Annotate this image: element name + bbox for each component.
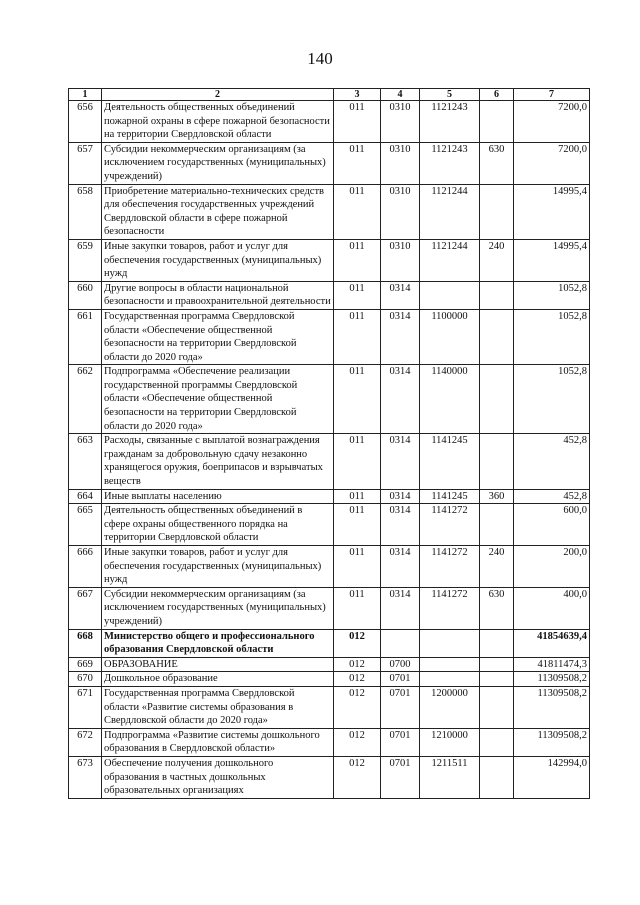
row-name: Субсидии некоммерческим организациям (за исключением государственных (муниципальных) учреждений) (102, 142, 334, 184)
table-row (69, 281, 590, 309)
row-name: Дошкольное образование (102, 672, 334, 687)
target-article-code (420, 629, 480, 657)
row-number: 661 (69, 309, 102, 364)
target-article-code: 1141272 (420, 504, 480, 546)
ministry-code: 011 (334, 184, 381, 239)
section-code: 0310 (381, 184, 420, 239)
expense-type-code: 240 (480, 546, 514, 588)
table-row (69, 728, 590, 756)
table-row (69, 546, 590, 588)
row-name: Расходы, связанные с выплатой вознаграждения гражданам за добровольную сдачу незаконно хранящегося оружия, боеприпасов и взрывчатых веществ (102, 434, 334, 489)
row-number: 673 (69, 756, 102, 798)
section-code: 0314 (381, 489, 420, 504)
column-header: 7 (514, 89, 590, 101)
expense-type-code (480, 629, 514, 657)
section-code: 0700 (381, 657, 420, 672)
expense-type-code (480, 756, 514, 798)
target-article-code: 1121244 (420, 239, 480, 281)
section-code: 0314 (381, 546, 420, 588)
row-number: 660 (69, 281, 102, 309)
section-code: 0314 (381, 281, 420, 309)
row-name: Государственная программа Свердловской области «Обеспечение общественной безопасности на территории Свердловской области до 2020 года» (102, 309, 334, 364)
target-article-code (420, 657, 480, 672)
ministry-code: 011 (334, 309, 381, 364)
budget-table (68, 88, 590, 799)
row-name: Деятельность общественных объединений в сфере охраны общественного порядка на территории Свердловской области (102, 504, 334, 546)
ministry-code: 012 (334, 672, 381, 687)
table-row (69, 239, 590, 281)
ministry-code: 011 (334, 546, 381, 588)
table-row (69, 101, 590, 143)
row-amount: 1052,8 (514, 365, 590, 434)
section-code: 0310 (381, 101, 420, 143)
expense-type-code (480, 101, 514, 143)
target-article-code: 1141272 (420, 587, 480, 629)
row-name: Государственная программа Свердловской области «Развитие системы образования в Свердловской области до 2020 года» (102, 686, 334, 728)
section-code: 0310 (381, 239, 420, 281)
expense-type-code (480, 672, 514, 687)
expense-type-code (480, 281, 514, 309)
target-article-code: 1141245 (420, 434, 480, 489)
target-article-code: 1121243 (420, 142, 480, 184)
row-amount: 400,0 (514, 587, 590, 629)
target-article-code: 1121244 (420, 184, 480, 239)
expense-type-code: 240 (480, 239, 514, 281)
target-article-code: 1141272 (420, 546, 480, 588)
row-amount: 11309508,2 (514, 728, 590, 756)
row-number: 658 (69, 184, 102, 239)
section-code: 0314 (381, 365, 420, 434)
target-article-code: 1210000 (420, 728, 480, 756)
table-row (69, 142, 590, 184)
row-number: 667 (69, 587, 102, 629)
row-amount: 7200,0 (514, 142, 590, 184)
section-code: 0701 (381, 686, 420, 728)
section-code: 0314 (381, 504, 420, 546)
target-article-code: 1100000 (420, 309, 480, 364)
row-name: Другие вопросы в области национальной безопасности и правоохранительной деятельности (102, 281, 334, 309)
row-amount: 452,8 (514, 489, 590, 504)
section-code: 0701 (381, 728, 420, 756)
table-row (69, 686, 590, 728)
expense-type-code (480, 184, 514, 239)
expense-type-code (480, 657, 514, 672)
row-number: 672 (69, 728, 102, 756)
row-name: Субсидии некоммерческим организациям (за исключением государственных (муниципальных) учреждений) (102, 587, 334, 629)
target-article-code: 1121243 (420, 101, 480, 143)
row-amount: 41811474,3 (514, 657, 590, 672)
row-amount: 11309508,2 (514, 686, 590, 728)
ministry-code: 012 (334, 728, 381, 756)
table-row (69, 587, 590, 629)
target-article-code: 1200000 (420, 686, 480, 728)
ministry-code: 011 (334, 504, 381, 546)
row-number: 666 (69, 546, 102, 588)
ministry-code: 012 (334, 756, 381, 798)
row-amount: 600,0 (514, 504, 590, 546)
ministry-code: 012 (334, 657, 381, 672)
expense-type-code (480, 365, 514, 434)
expense-type-code: 630 (480, 142, 514, 184)
expense-type-code: 630 (480, 587, 514, 629)
column-header: 6 (480, 89, 514, 101)
column-header: 2 (102, 89, 334, 101)
expense-type-code (480, 686, 514, 728)
row-number: 668 (69, 629, 102, 657)
row-number: 663 (69, 434, 102, 489)
section-code: 0701 (381, 756, 420, 798)
expense-type-code (480, 434, 514, 489)
target-article-code (420, 672, 480, 687)
ministry-code: 011 (334, 101, 381, 143)
row-number: 671 (69, 686, 102, 728)
column-header: 5 (420, 89, 480, 101)
section-code: 0314 (381, 309, 420, 364)
table-row (69, 504, 590, 546)
row-amount: 142994,0 (514, 756, 590, 798)
expense-type-code (480, 728, 514, 756)
section-code: 0314 (381, 587, 420, 629)
ministry-code: 011 (334, 239, 381, 281)
ministry-code: 011 (334, 365, 381, 434)
row-name: Министерство общего и профессионального образования Свердловской области (102, 629, 334, 657)
row-name: Обеспечение получения дошкольного образования в частных дошкольных образовательных организациях (102, 756, 334, 798)
row-name: Иные закупки товаров, работ и услуг для обеспечения государственных (муниципальных) нужд (102, 546, 334, 588)
ministry-code: 012 (334, 629, 381, 657)
section-code: 0310 (381, 142, 420, 184)
table-row (69, 672, 590, 687)
row-amount: 7200,0 (514, 101, 590, 143)
row-number: 659 (69, 239, 102, 281)
row-amount: 14995,4 (514, 184, 590, 239)
table-row (69, 489, 590, 504)
row-amount: 452,8 (514, 434, 590, 489)
table-row (69, 434, 590, 489)
row-name: Подпрограмма «Обеспечение реализации государственной программы Свердловской области «Обеспечение общественной безопасности на территории Свердловской области до 2020 года» (102, 365, 334, 434)
row-amount: 1052,8 (514, 309, 590, 364)
ministry-code: 011 (334, 142, 381, 184)
row-amount: 14995,4 (514, 239, 590, 281)
table-row (69, 365, 590, 434)
ministry-code: 011 (334, 434, 381, 489)
row-number: 657 (69, 142, 102, 184)
expense-type-code (480, 504, 514, 546)
ministry-code: 011 (334, 489, 381, 504)
column-header: 3 (334, 89, 381, 101)
row-amount: 1052,8 (514, 281, 590, 309)
target-article-code: 1141245 (420, 489, 480, 504)
ministry-code: 011 (334, 587, 381, 629)
target-article-code: 1211511 (420, 756, 480, 798)
table-row (69, 184, 590, 239)
row-number: 665 (69, 504, 102, 546)
row-number: 662 (69, 365, 102, 434)
row-name: Приобретение материально-технических средств для обеспечения государственных учреждений Свердловской области в сфере пожарной безопасности (102, 184, 334, 239)
row-name: Иные выплаты населению (102, 489, 334, 504)
column-header: 1 (69, 89, 102, 101)
table-row (69, 657, 590, 672)
row-amount: 200,0 (514, 546, 590, 588)
section-code (381, 629, 420, 657)
table-row (69, 629, 590, 657)
table-row (69, 309, 590, 364)
ministry-code: 011 (334, 281, 381, 309)
expense-type-code (480, 309, 514, 364)
ministry-code: 012 (334, 686, 381, 728)
row-number: 656 (69, 101, 102, 143)
table-row (69, 756, 590, 798)
row-name: Иные закупки товаров, работ и услуг для обеспечения государственных (муниципальных) нужд (102, 239, 334, 281)
row-number: 664 (69, 489, 102, 504)
column-header: 4 (381, 89, 420, 101)
row-number: 669 (69, 657, 102, 672)
header-row (69, 89, 590, 101)
section-code: 0314 (381, 434, 420, 489)
row-number: 670 (69, 672, 102, 687)
row-name: Подпрограмма «Развитие системы дошкольного образования в Свердловской области» (102, 728, 334, 756)
section-code: 0701 (381, 672, 420, 687)
row-name: ОБРАЗОВАНИЕ (102, 657, 334, 672)
row-amount: 11309508,2 (514, 672, 590, 687)
row-amount: 41854639,4 (514, 629, 590, 657)
target-article-code: 1140000 (420, 365, 480, 434)
target-article-code (420, 281, 480, 309)
expense-type-code: 360 (480, 489, 514, 504)
page-number: 140 (307, 49, 333, 68)
row-name: Деятельность общественных объединений пожарной охраны в сфере пожарной безопасности на территории Свердловской области (102, 101, 334, 143)
